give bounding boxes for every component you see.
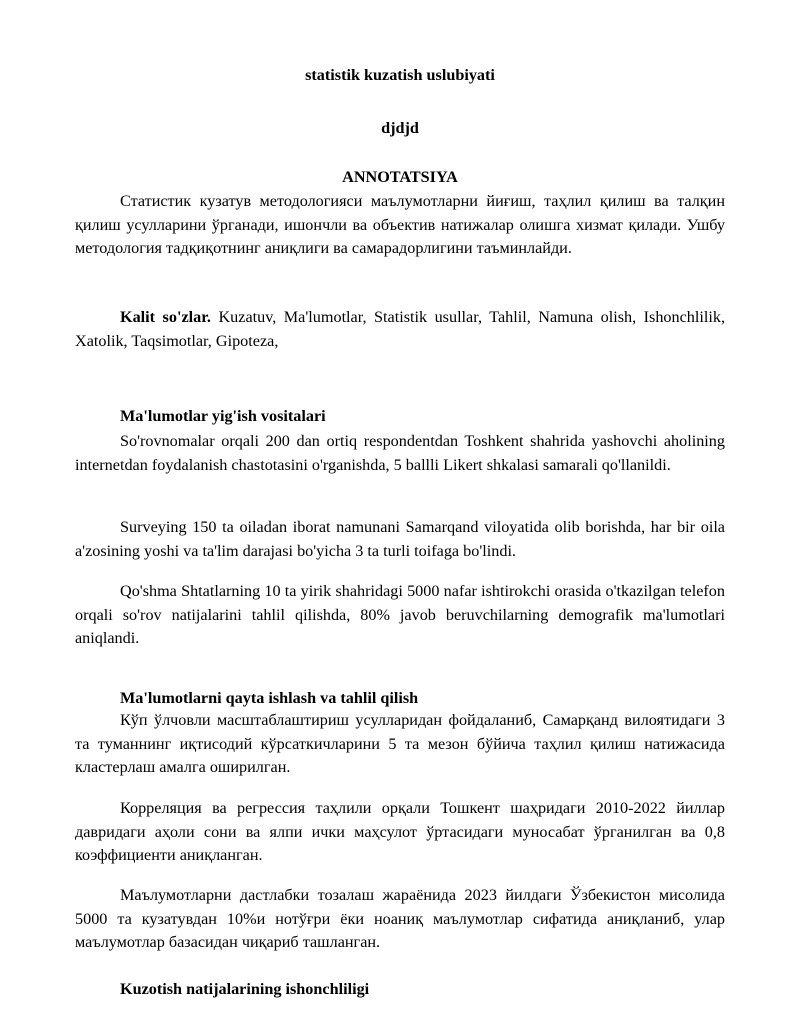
section-2-paragraph-1: Кўп ўлчовли масштаблаштириш усулларидан фойдаланиб, Самарқанд вилоятидаги 3 та туманнинг иқтисодий кўрсаткичларини 5 та мезон бўйича таҳлил қилиш натижасида кластерлаш амалга оширилган. xyxy=(75,711,725,777)
abstract-paragraph: Статистик кузатув методологияси маълумотларни йиғиш, таҳлил қилиш ва талқин қилиш усулларини ўрганади, ишончли ва объектив натижалар олишга хизмат қилади. Ушбу методология тадқиқотнинг аниқлиги ва самарадорлигини таъминлайди. xyxy=(75,192,725,258)
keywords-paragraph xyxy=(75,306,725,353)
abstract-heading: ANNOTATSIYA xyxy=(342,168,458,186)
document-title: statistik kuzatish uslubiyati xyxy=(305,66,495,84)
keywords-label: Kalit so'zlar. xyxy=(120,308,211,326)
section-2-paragraph-3: Маълумотларни дастлабки тозалаш жараёнида 2023 йилдаги Ўзбекистон мисолида 5000 та кузатувдан 10%и нотўғри ёки ноаниқ маълумотлар сифатида аниқланиб, улар маълумотлар базасидан чиқариб ташланган. xyxy=(75,886,725,952)
section-1-paragraph-2: Surveying 150 ta oiladan iborat namunani Samarqand viloyatida olib borishda, har bir oila a'zosining yoshi va ta'lim darajasi bo'yicha 3 ta turli toifaga bo'lindi. xyxy=(75,518,725,560)
document-author: djdjd xyxy=(381,119,419,137)
section-heading-data-collection: Ma'lumotlar yig'ish vositalari xyxy=(120,407,326,425)
section-1-paragraph-3: Qo'shma Shtatlarning 10 ta yirik shahridagi 5000 nafar ishtirokchi orasida o'tkazilgan telefon orqali so'rov natijalarini tahlil qilishda, 80% javob beruvchilarning demografik ma'lumotlari aniqlandi. xyxy=(75,582,725,648)
section-2-paragraph-2: Корреляция ва регрессия таҳлили орқали Тошкент шаҳридаги 2010-2022 йиллар давридаги аҳоли сони ва ялпи ички маҳсулот ўртасидаги муносабат ўрганилган ва 0,8 коэффициенти аниқланган. xyxy=(75,799,725,865)
section-heading-data-processing: Ma'lumotlarni qayta ishlash va tahlil qilish xyxy=(120,689,419,707)
keywords-text: Kuzatuv, Ma'lumotlar, Statistik usullar, Tahlil, Namuna olish, Ishonchlilik, Xatolik, Taqsimotlar, Gipoteza, xyxy=(75,308,726,350)
section-1-paragraph-1: So'rovnomalar orqali 200 dan ortiq respondentdan Toshkent shahrida yashovchi aholining internetdan foydalanish chastotasini o'rganishda, 5 ballli Likert shkalasi samarali qo'llanildi. xyxy=(75,432,725,474)
section-heading-reliability: Kuzotish natijalarining ishonchliligi xyxy=(120,980,370,998)
